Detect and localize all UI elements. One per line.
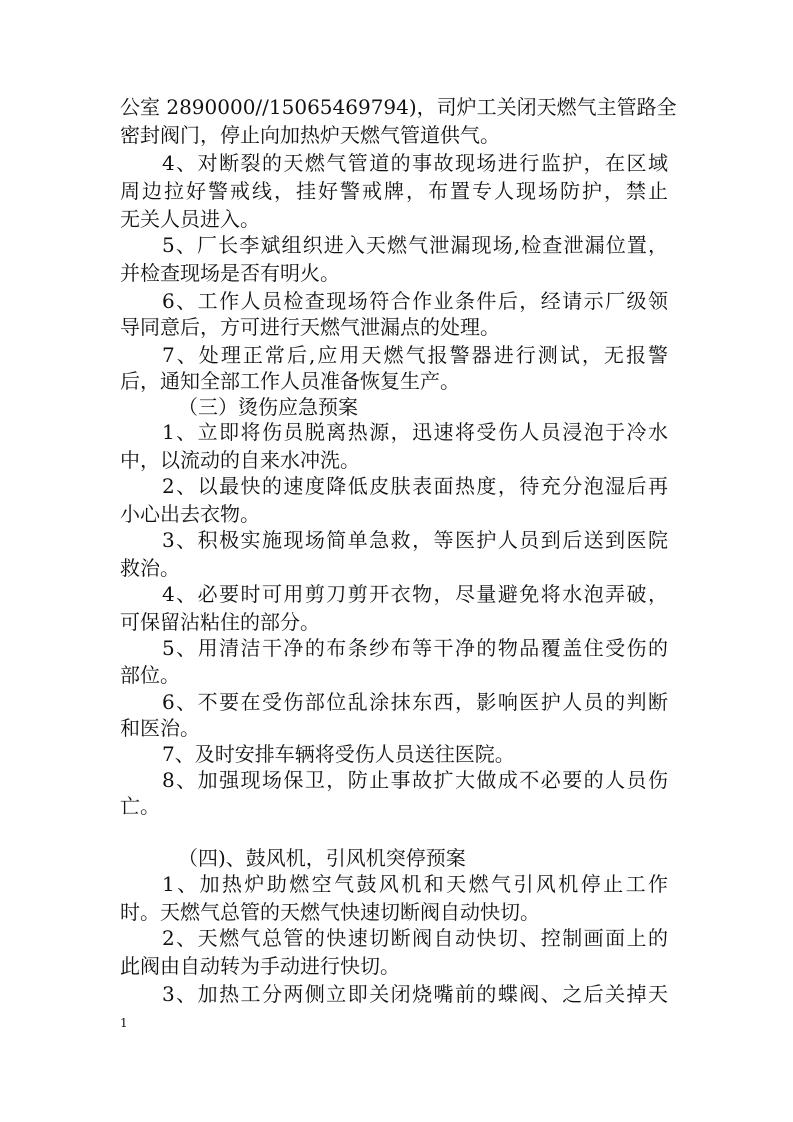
text-line: 并检查现场是否有明火。	[120, 261, 340, 285]
text-line: 6、工作人员检查现场符合作业条件后，经请示厂级领	[162, 289, 668, 313]
text-line: 此阀由自动转为手动进行快切。	[120, 954, 400, 978]
text-line: 4、对断裂的天燃气管道的事故现场进行监护，在区域	[162, 151, 668, 175]
section-heading: （三）烫伤应急预案	[178, 395, 358, 419]
text-line: 8、加强现场保卫，防止事故扩大做成不必要的人员伤	[162, 768, 668, 792]
text-line: 5、厂长李斌组织进入天燃气泄漏现场,检查泄漏位置，	[162, 233, 668, 257]
section-heading: （四)、鼓风机，引风机突停预案	[178, 846, 466, 870]
text-line: 周边拉好警戒线，挂好警戒牌，布置专人现场防护，禁止	[120, 179, 668, 203]
text-line: 小心出去衣物。	[120, 502, 260, 526]
text-line: 部位。	[120, 663, 180, 687]
text-line: 和医治。	[120, 716, 200, 740]
text-line: 后，通知全部工作人员准备恢复生产。	[120, 369, 460, 393]
text-line: 3、加热工分两侧立即关闭烧嘴前的蝶阀、之后关掉天	[162, 982, 668, 1006]
text-line: 4、必要时可用剪刀剪开衣物，尽量避免将水泡弄破，	[162, 582, 668, 606]
text-line: 1、立即将伤员脱离热源，迅速将受伤人员浸泡于冷水	[162, 420, 668, 444]
page-number: 1	[120, 1016, 128, 1030]
text-line: 救治。	[120, 556, 180, 580]
text-line: 可保留沾粘住的部分。	[120, 610, 320, 634]
text-line: 2、天燃气总管的快速切断阀自动快切、控制画面上的	[162, 926, 668, 950]
text-line: 密封阀门，停止向加热炉天燃气管道供气。	[120, 123, 500, 147]
text-line: 无关人员进入。	[120, 207, 260, 231]
text-line: 2、以最快的速度降低皮肤表面热度，待充分泡湿后再	[162, 474, 668, 498]
text-line: 5、用清洁干净的布条纱布等干净的物品覆盖住受伤的	[162, 636, 668, 660]
text-line: 3、积极实施现场简单急救，等医护人员到后送到医院	[162, 528, 668, 552]
text-line: 亡。	[120, 794, 160, 818]
text-line: 7、处理正常后,应用天燃气报警器进行测试，无报警	[162, 343, 668, 367]
text-line: 6、不要在受伤部位乱涂抹东西，影响医护人员的判断	[162, 690, 668, 714]
text-line: 导同意后，方可进行天燃气泄漏点的处理。	[120, 315, 500, 339]
text-line: 时。天燃气总管的天燃气快速切断阀自动快切。	[120, 900, 540, 924]
text-line: 7、及时安排车辆将受伤人员送往医院。	[162, 742, 515, 766]
text-line: 1、加热炉助燃空气鼓风机和天燃气引风机停止工作	[162, 872, 668, 896]
text-line: 中，以流动的自来水冲洗。	[120, 448, 360, 472]
text-line: 公室 2890000//15065469794)，司炉工关闭天燃气主管路全	[120, 95, 677, 119]
